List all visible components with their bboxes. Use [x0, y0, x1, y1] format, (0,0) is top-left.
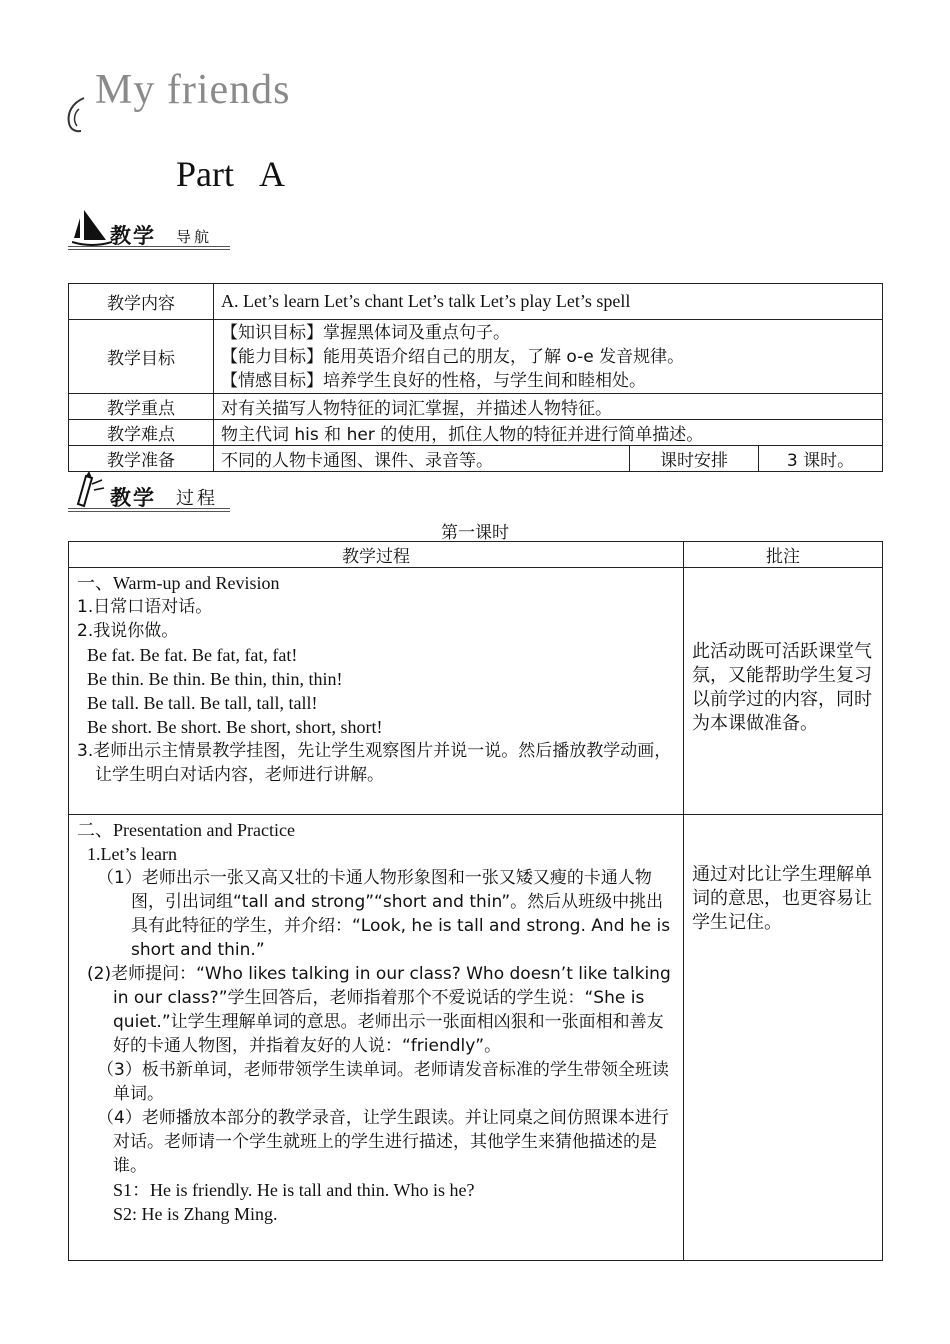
step-item: (2)老师提问：“Who likes talking in our class? Who doesn’t like talking in our class?”学生回答后，老师指着那个不爱说话的学生说：“She is quiet.”让学生理解单词的意思。老师出示一张面相凶狠和一张面相和善友好的卡通人物图，并指着友好的人说：“friendly”。: [87, 964, 671, 1056]
section-presentation: [69, 815, 684, 1261]
title-ornament-icon: [64, 95, 88, 137]
banner-label-main: 教学: [110, 486, 156, 510]
prep-label: 教学准备: [69, 446, 214, 472]
notes-column-header: 批注: [684, 542, 883, 568]
step-item: （1）老师出示一张又高又壮的卡通人物形象图和一张又矮又瘦的卡通人物图，引出词组“tall and strong”“short and thin”。然后从班级中挑出具有此特征的学生，并介绍：“Look, he is tall and strong. And he is short and thin.”: [97, 868, 671, 960]
goals-value: [214, 320, 883, 394]
sailboat-icon: [72, 208, 112, 246]
banner-label-sub: 过程: [176, 488, 218, 509]
note-warmup: 此活动既可活跃课堂气氛，又能帮助学生复习以前学过的内容，同时为本课做准备。: [684, 568, 883, 815]
content-label: 教学内容: [69, 284, 214, 320]
step-item: （4）老师播放本部分的教学录音，让学生跟读。并让同桌之间仿照课本进行对话。老师请一个学生就班上的学生进行描述，其他学生来猜他描述的是谁。: [97, 1108, 669, 1176]
note-presentation: 通过对比让学生理解单词的意思，也更容易让学生记住。: [684, 815, 883, 1261]
goal-emotion: 【情感目标】培养学生良好的性格，与学生间和睦相处。: [221, 371, 646, 391]
pencil-icon: [72, 470, 108, 508]
section-warmup: [69, 568, 684, 815]
difficulty-label: 教学难点: [69, 420, 214, 446]
process-column-header: 教学过程: [69, 542, 684, 568]
focus-label: 教学重点: [69, 394, 214, 420]
list-item: 2.我说你做。: [77, 621, 179, 641]
goals-label: 教学目标: [69, 320, 214, 394]
banner-label-sub: 导航: [176, 228, 213, 246]
dialog-line: S2: He is Zhang Ming.: [113, 1204, 278, 1224]
section-heading: 一、Warm-up and Revision: [77, 573, 280, 593]
difficulty-value: 物主代词 his 和 her 的使用，抓住人物的特征并进行简单描述。: [214, 420, 883, 446]
content-value: A. Let’s learn Let’s chant Let’s talk Let’s play Let’s spell: [214, 284, 883, 320]
goal-ability: 【能力目标】能用英语介绍自己的朋友，了解 o-e 发音规律。: [221, 347, 685, 367]
section-heading: 二、Presentation and Practice: [77, 820, 295, 840]
teaching-process-table: [68, 541, 883, 1261]
page-subtitle: Part A: [176, 154, 286, 194]
banner-label-main: 教学: [110, 224, 156, 248]
chant-line: Be thin. Be thin. Be thin, thin, thin!: [87, 669, 343, 689]
teaching-guide-banner: [68, 208, 230, 254]
page-title: My friends: [95, 67, 291, 113]
chant-line: Be tall. Be tall. Be tall, tall, tall!: [87, 693, 318, 713]
chant-line: Be fat. Be fat. Be fat, fat, fat!: [87, 645, 298, 665]
list-item: 3.老师出示主情景教学挂图，先让学生观察图片并说一说。然后播放教学动画，让学生明白对话内容，老师进行讲解。: [77, 741, 672, 785]
chant-line: Be short. Be short. Be short, short, short!: [87, 717, 383, 737]
schedule-value: 3 课时。: [759, 446, 883, 472]
sub-heading: 1.Let’s learn: [87, 844, 177, 864]
focus-value: 对有关描写人物特征的词汇掌握，并描述人物特征。: [214, 394, 883, 420]
goal-knowledge: 【知识目标】掌握黑体词及重点句子。: [221, 323, 510, 343]
dialog-line: S1：He is friendly. He is tall and thin. Who is he?: [113, 1180, 475, 1200]
list-item: 1.日常口语对话。: [77, 597, 213, 617]
schedule-label: 课时安排: [630, 446, 759, 472]
prep-value: 不同的人物卡通图、课件、录音等。: [214, 446, 630, 472]
lesson-title: 第一课时: [441, 523, 509, 543]
teaching-process-banner: [68, 470, 230, 514]
step-item: （3）板书新单词，老师带领学生读单词。老师请发音标准的学生带领全班读单词。: [97, 1060, 669, 1104]
lesson-info-table: [68, 283, 883, 472]
